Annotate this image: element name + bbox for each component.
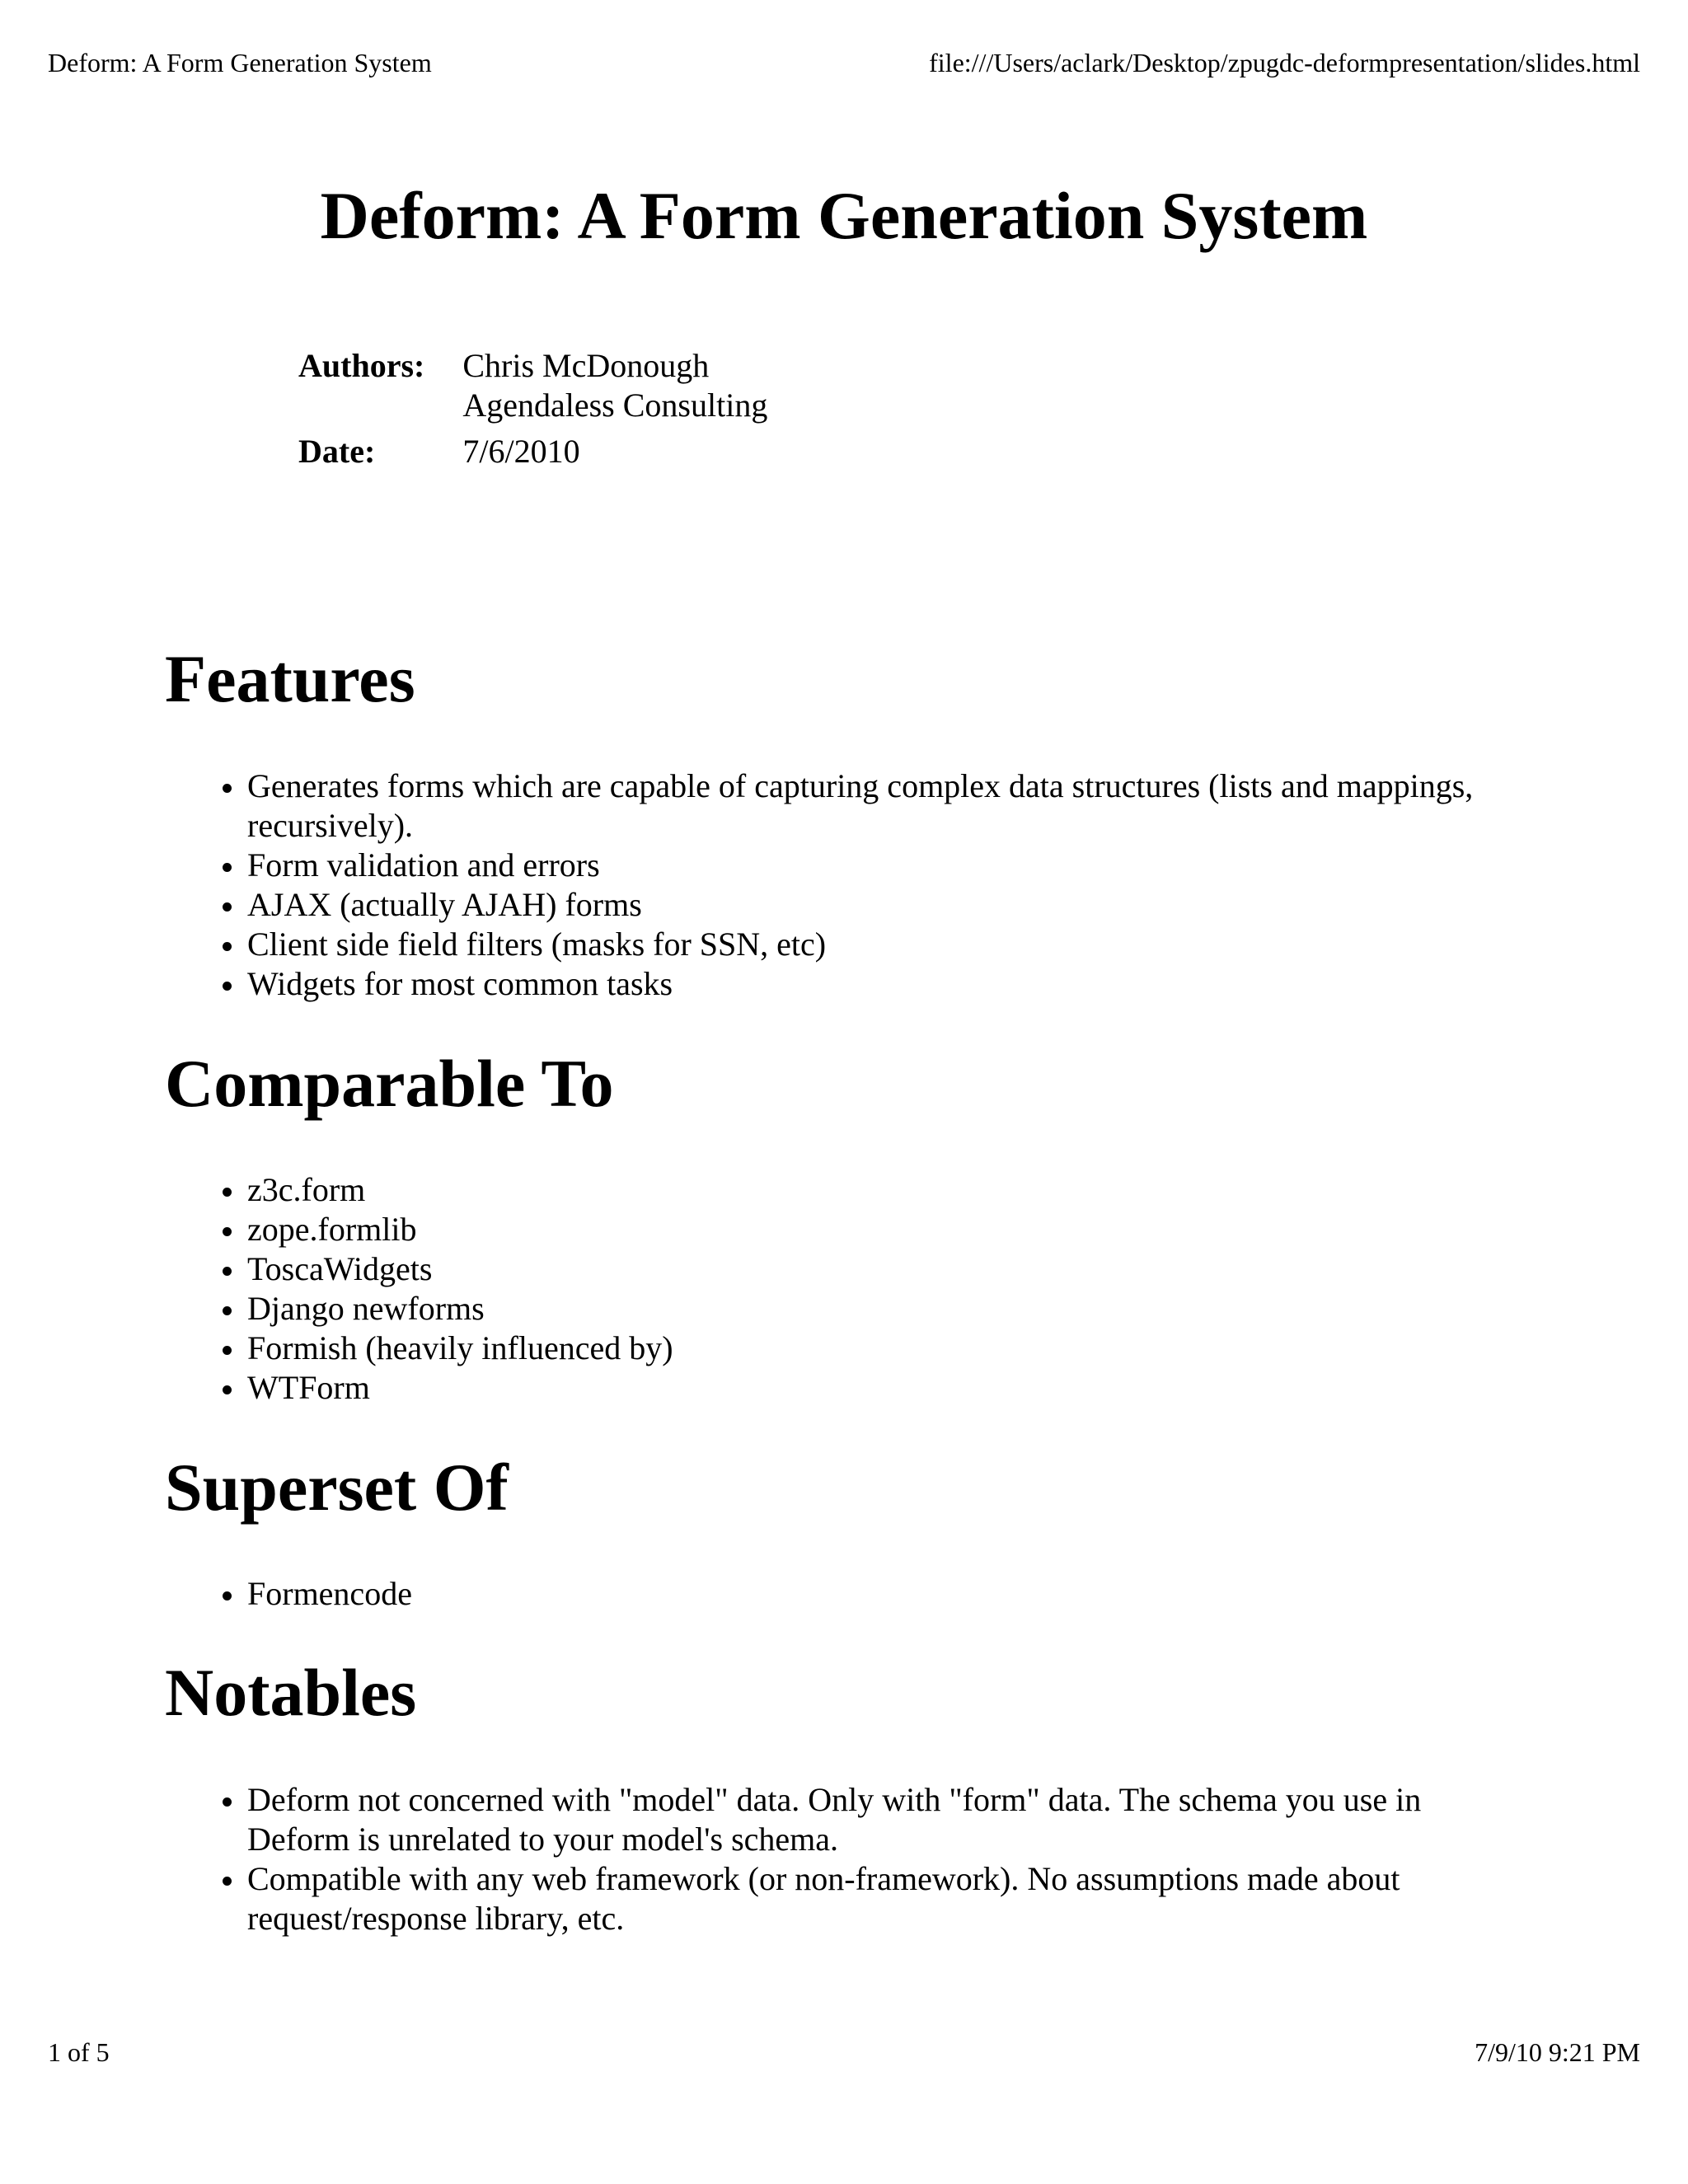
list-item: zope.formlib xyxy=(247,1210,1500,1249)
authors-label: Authors: xyxy=(298,347,425,384)
date-value: 7/6/2010 xyxy=(462,433,580,470)
document-title: Deform: A Form Generation System xyxy=(320,178,1368,253)
list-item: WTForm xyxy=(247,1368,1500,1408)
print-datetime: 7/9/10 9:21 PM xyxy=(1475,2037,1640,2067)
list-item: Widgets for most common tasks xyxy=(247,964,1500,1004)
list-item: Client side field filters (masks for SSN, etc) xyxy=(247,925,1500,964)
print-header-title: Deform: A Form Generation System xyxy=(48,48,432,77)
list-item: Formish (heavily influenced by) xyxy=(247,1329,1500,1368)
superset-of-list xyxy=(247,1574,1500,1614)
list-item: Generates forms which are capable of capturing complex data structures (lists and mappings, recursively). xyxy=(247,766,1500,846)
list-item: Deform not concerned with "model" data. Only with "form" data. The schema you use in Deform is unrelated to your model's schema. xyxy=(247,1780,1500,1859)
docinfo-authors-row xyxy=(298,346,767,432)
features-list xyxy=(247,766,1500,1004)
list-item: z3c.form xyxy=(247,1170,1500,1210)
section-heading-superset-of: Superset Of xyxy=(165,1450,509,1525)
list-item: ToscaWidgets xyxy=(247,1249,1500,1289)
docinfo-table xyxy=(298,346,767,478)
section-heading-comparable-to: Comparable To xyxy=(165,1046,614,1121)
section-heading-notables: Notables xyxy=(165,1655,417,1730)
comparable-to-list xyxy=(247,1170,1500,1408)
list-item: Django newforms xyxy=(247,1289,1500,1329)
docinfo-date-row xyxy=(298,432,767,478)
section-heading-features: Features xyxy=(165,641,415,716)
page-number: 1 of 5 xyxy=(48,2037,110,2067)
list-item: Compatible with any web framework (or non-framework). No assumptions made about request/response library, etc. xyxy=(247,1859,1500,1938)
authors-value xyxy=(462,346,767,432)
notables-list xyxy=(247,1780,1500,1938)
date-label: Date: xyxy=(298,433,376,470)
print-header-url: file:///Users/aclark/Desktop/zpugdc-deformpresentation/slides.html xyxy=(929,48,1640,77)
author-organization: Agendaless Consulting xyxy=(462,387,768,424)
list-item: Formencode xyxy=(247,1574,1500,1614)
author-name: Chris McDonough xyxy=(462,347,710,384)
list-item: AJAX (actually AJAH) forms xyxy=(247,885,1500,925)
list-item: Form validation and errors xyxy=(247,846,1500,885)
